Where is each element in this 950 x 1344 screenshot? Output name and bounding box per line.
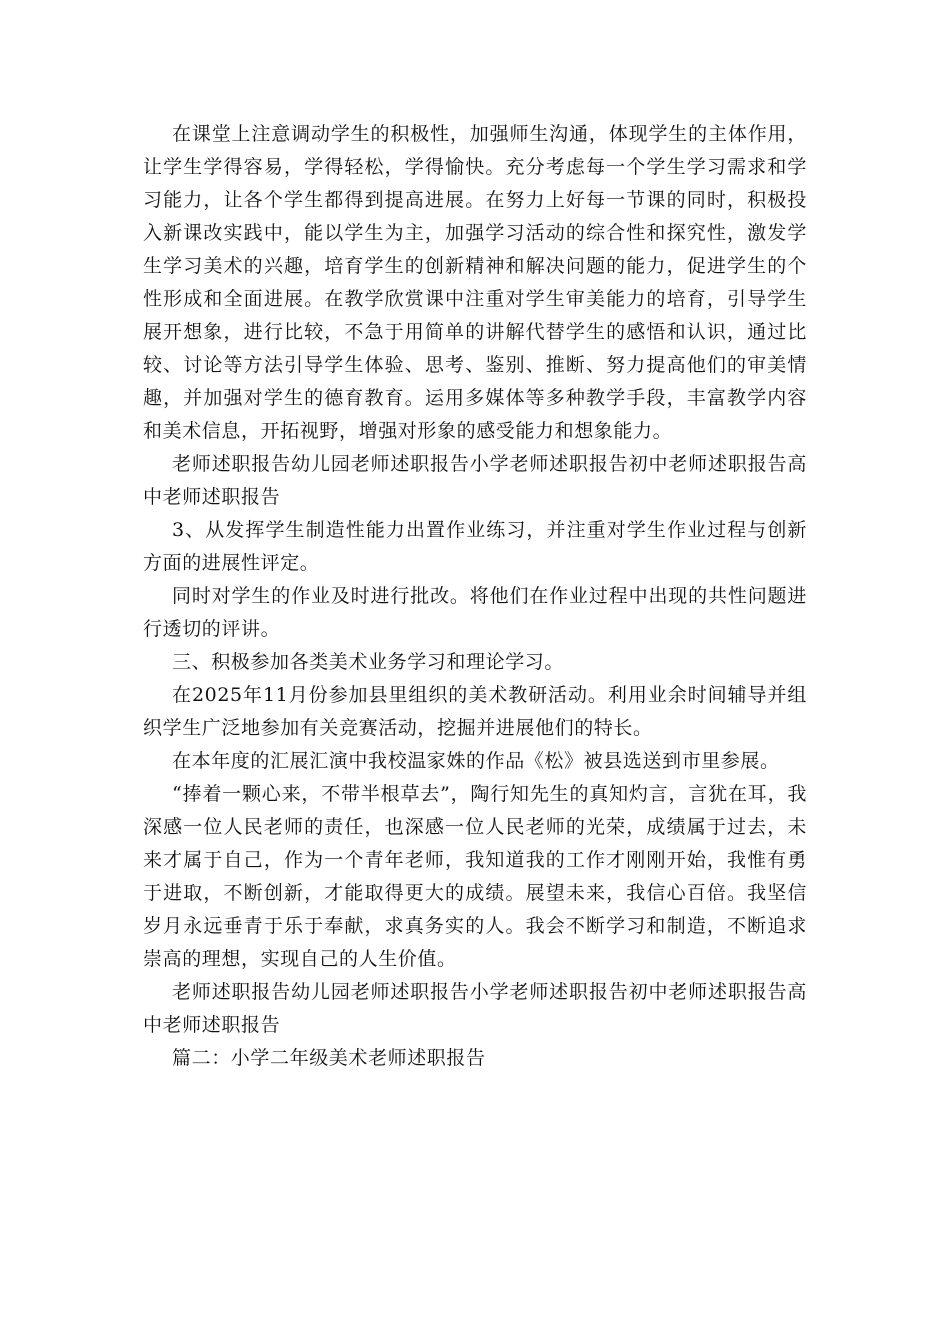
- paragraph-keywords-link-2: 老师述职报告幼儿园老师述职报告小学老师述职报告初中老师述职报告高中老师述职报告: [143, 981, 807, 1036]
- paragraph-homework-design: 3、从发挥学生制造性能力出置作业练习，并注重对学生作业过程与创新方面的进展性评定。: [143, 519, 807, 574]
- paragraph-classroom-teaching: 在课堂上注意调动学生的积极性，加强师生沟通，体现学生的主体作用，让学生学得容易，学得轻松，学得愉快。充分考虑每一个学生学习需求和学习能力，让各个学生都得到提高进展。在努力上好每一节课的同时，积极投入新课改实践中，能以学生为主，加强学习活动的综合性和探究性，激发学生学习美术的兴趣，培育学生的创新精神和解决问题的能力，促进学生的个性形成和全面进展。在教学欣赏课中注重对学生审美能力的培育，引导学生展开想象，进行比较，不急于用简单的讲解代替学生的感悟和认识，通过比较、讨论等方法引导学生体验、思考、鉴别、推断、努力提高他们的审美情趣，并加强对学生的德育教育。运用多媒体等多种教学手段，丰富教学内容和美术信息，开拓视野，增强对形象的感受能力和想象能力。: [143, 123, 807, 442]
- paragraph-conclusion: “捧着一颗心来，不带半根草去”，陶行知先生的真知灼言，言犹在耳，我深感一位人民老师的责任，也深感一位人民老师的光荣，成绩属于过去，未来才属于自己，作为一个青年老师，我知道我的工作才刚刚开始，我惟有勇于进取，不断创新，才能取得更大的成绩。展望未来，我信心百倍。我坚信岁月永远垂青于乐于奉献，求真务实的人。我会不断学习和制造，不断追求崇高的理想，实现自己的人生价值。: [143, 783, 807, 970]
- paragraph-teaching-research: 在2025年11月份参加县里组织的美术教研活动。利用业余时间辅导并组织学生广泛地参加有关竞赛活动，挖掘并进展他们的特长。: [143, 684, 807, 739]
- section-heading-study: 三、积极参加各类美术业务学习和理论学习。: [172, 651, 565, 673]
- paragraph-exhibition: 在本年度的汇展汇演中我校温家姝的作品《松》被县选送到市里参展。: [172, 750, 780, 772]
- document-body: [143, 118, 807, 1075]
- chapter-heading-part-two: 篇二：小学二年级美术老师述职报告: [172, 1047, 486, 1069]
- paragraph-keywords-link: 老师述职报告幼儿园老师述职报告小学老师述职报告初中老师述职报告高中老师述职报告: [143, 453, 807, 508]
- paragraph-homework-correction: 同时对学生的作业及时进行批改。将他们在作业过程中出现的共性问题进行透切的评讲。: [143, 585, 807, 640]
